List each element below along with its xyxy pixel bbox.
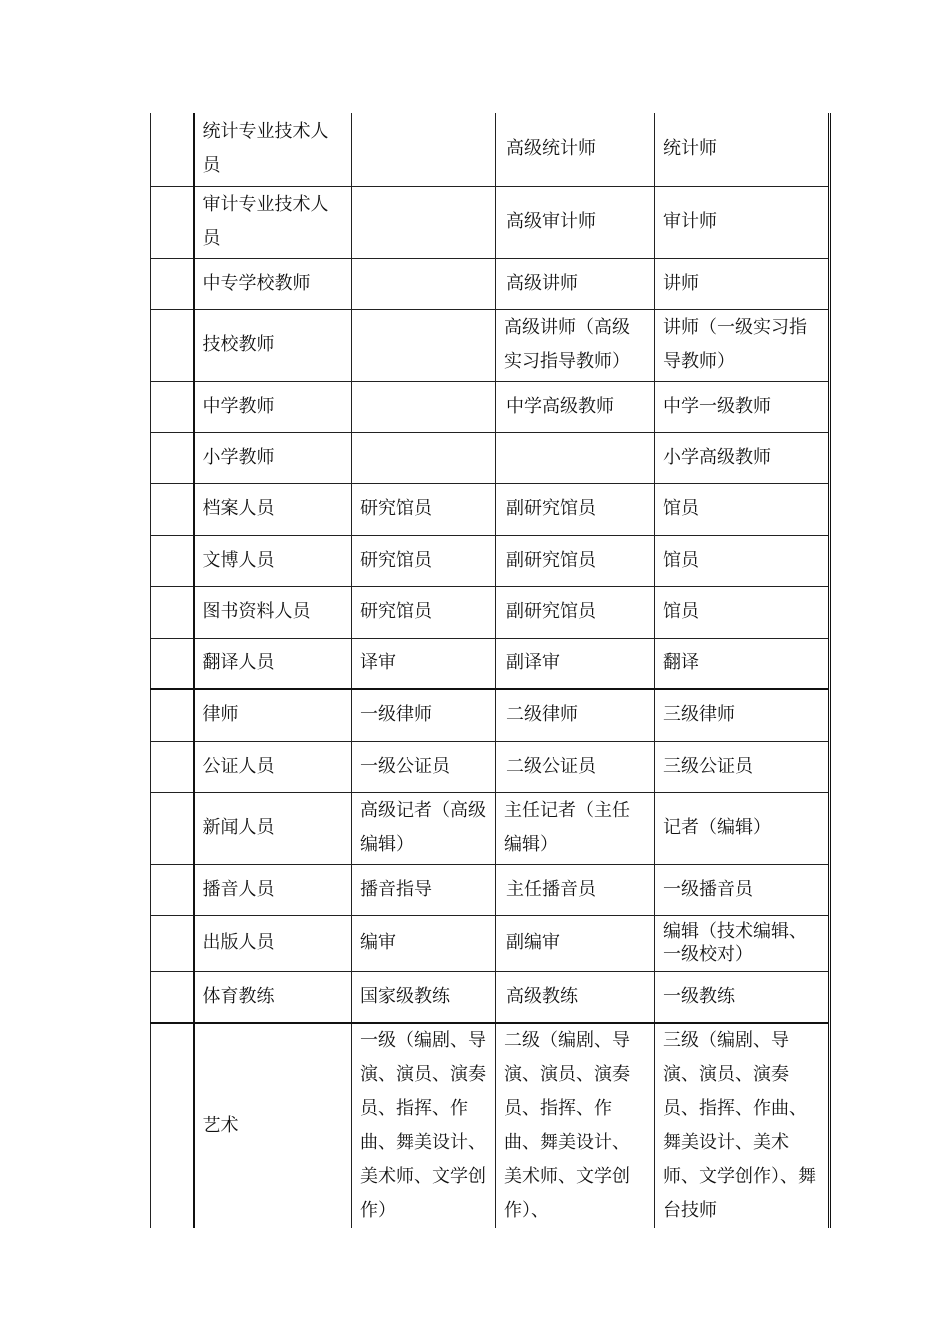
table-row	[151, 432, 830, 483]
category-cell: 文博人员	[194, 535, 352, 586]
table-row	[151, 864, 830, 915]
intermediate-title-cell: 馆员	[655, 483, 830, 535]
index-cell	[151, 186, 194, 258]
index-cell	[151, 381, 194, 432]
category-cell: 小学教师	[194, 432, 352, 483]
table-row	[151, 689, 830, 741]
category-cell: 新闻人员	[194, 792, 352, 864]
intermediate-title-cell: 三级公证员	[655, 741, 830, 792]
deputy-title-cell: 二级（编剧、导演、演员、演奏员、指挥、作曲、舞美设计、美术师、文学创作）、	[496, 1023, 655, 1228]
senior-title-cell	[352, 258, 496, 309]
intermediate-title-cell: 审计师	[655, 186, 830, 258]
intermediate-title-cell: 一级教练	[655, 971, 830, 1023]
category-cell: 公证人员	[194, 741, 352, 792]
deputy-title-cell: 副译审	[496, 638, 655, 689]
senior-title-cell: 国家级教练	[352, 971, 496, 1023]
index-cell	[151, 483, 194, 535]
intermediate-title-cell: 统计师	[655, 113, 830, 186]
intermediate-title-cell: 三级（编剧、导演、演员、演奏员、指挥、作曲、舞美设计、美术师、文学创作）、舞台技师	[655, 1023, 830, 1228]
index-cell	[151, 309, 194, 381]
category-cell: 中学教师	[194, 381, 352, 432]
table-row	[151, 113, 830, 186]
category-cell: 图书资料人员	[194, 586, 352, 638]
intermediate-title-cell: 编辑（技术编辑、一级校对）	[655, 915, 830, 971]
senior-title-cell: 研究馆员	[352, 586, 496, 638]
table-row	[151, 915, 830, 971]
senior-title-cell	[352, 186, 496, 258]
deputy-title-cell: 副研究馆员	[496, 586, 655, 638]
category-cell: 档案人员	[194, 483, 352, 535]
category-cell: 中专学校教师	[194, 258, 352, 309]
deputy-title-cell: 高级讲师（高级实习指导教师）	[496, 309, 655, 381]
index-cell	[151, 1023, 194, 1228]
table-row	[151, 535, 830, 586]
deputy-title-cell: 副研究馆员	[496, 483, 655, 535]
senior-title-cell: 播音指导	[352, 864, 496, 915]
index-cell	[151, 971, 194, 1023]
table-row	[151, 483, 830, 535]
index-cell	[151, 741, 194, 792]
category-cell: 艺术	[194, 1023, 352, 1228]
deputy-title-cell: 高级统计师	[496, 113, 655, 186]
intermediate-title-cell: 三级律师	[655, 689, 830, 741]
category-cell: 播音人员	[194, 864, 352, 915]
intermediate-title-cell: 记者（编辑）	[655, 792, 830, 864]
category-cell: 审计专业技术人员	[194, 186, 352, 258]
table-row	[151, 971, 830, 1023]
deputy-title-cell	[496, 432, 655, 483]
category-cell: 出版人员	[194, 915, 352, 971]
deputy-title-cell: 中学高级教师	[496, 381, 655, 432]
table-row	[151, 309, 830, 381]
senior-title-cell: 一级公证员	[352, 741, 496, 792]
intermediate-title-cell: 讲师	[655, 258, 830, 309]
table-row	[151, 792, 830, 864]
deputy-title-cell: 二级律师	[496, 689, 655, 741]
senior-title-cell: 一级（编剧、导演、演员、演奏员、指挥、作曲、舞美设计、美术师、文学创作）	[352, 1023, 496, 1228]
senior-title-cell	[352, 309, 496, 381]
senior-title-cell	[352, 381, 496, 432]
professional-titles-table	[150, 113, 831, 1228]
index-cell	[151, 432, 194, 483]
deputy-title-cell: 主任播音员	[496, 864, 655, 915]
senior-title-cell: 高级记者（高级编辑）	[352, 792, 496, 864]
deputy-title-cell: 高级讲师	[496, 258, 655, 309]
category-cell: 翻译人员	[194, 638, 352, 689]
deputy-title-cell: 高级审计师	[496, 186, 655, 258]
senior-title-cell	[352, 432, 496, 483]
table-row	[151, 638, 830, 689]
index-cell	[151, 258, 194, 309]
senior-title-cell: 研究馆员	[352, 483, 496, 535]
table-row	[151, 381, 830, 432]
category-cell: 技校教师	[194, 309, 352, 381]
senior-title-cell: 一级律师	[352, 689, 496, 741]
deputy-title-cell: 高级教练	[496, 971, 655, 1023]
index-cell	[151, 113, 194, 186]
index-cell	[151, 915, 194, 971]
index-cell	[151, 864, 194, 915]
category-cell: 体育教练	[194, 971, 352, 1023]
index-cell	[151, 586, 194, 638]
table-row	[151, 186, 830, 258]
deputy-title-cell: 副研究馆员	[496, 535, 655, 586]
index-cell	[151, 689, 194, 741]
intermediate-title-cell: 翻译	[655, 638, 830, 689]
table-row	[151, 1023, 830, 1228]
index-cell	[151, 535, 194, 586]
senior-title-cell: 研究馆员	[352, 535, 496, 586]
category-cell: 律师	[194, 689, 352, 741]
deputy-title-cell: 副编审	[496, 915, 655, 971]
table-row	[151, 258, 830, 309]
intermediate-title-cell: 馆员	[655, 535, 830, 586]
category-cell: 统计专业技术人员	[194, 113, 352, 186]
table-row	[151, 741, 830, 792]
senior-title-cell	[352, 113, 496, 186]
senior-title-cell: 编审	[352, 915, 496, 971]
index-cell	[151, 638, 194, 689]
intermediate-title-cell: 小学高级教师	[655, 432, 830, 483]
index-cell	[151, 792, 194, 864]
intermediate-title-cell: 一级播音员	[655, 864, 830, 915]
senior-title-cell: 译审	[352, 638, 496, 689]
deputy-title-cell: 主任记者（主任编辑）	[496, 792, 655, 864]
deputy-title-cell: 二级公证员	[496, 741, 655, 792]
intermediate-title-cell: 馆员	[655, 586, 830, 638]
intermediate-title-cell: 中学一级教师	[655, 381, 830, 432]
table-row	[151, 586, 830, 638]
intermediate-title-cell: 讲师（一级实习指导教师）	[655, 309, 830, 381]
